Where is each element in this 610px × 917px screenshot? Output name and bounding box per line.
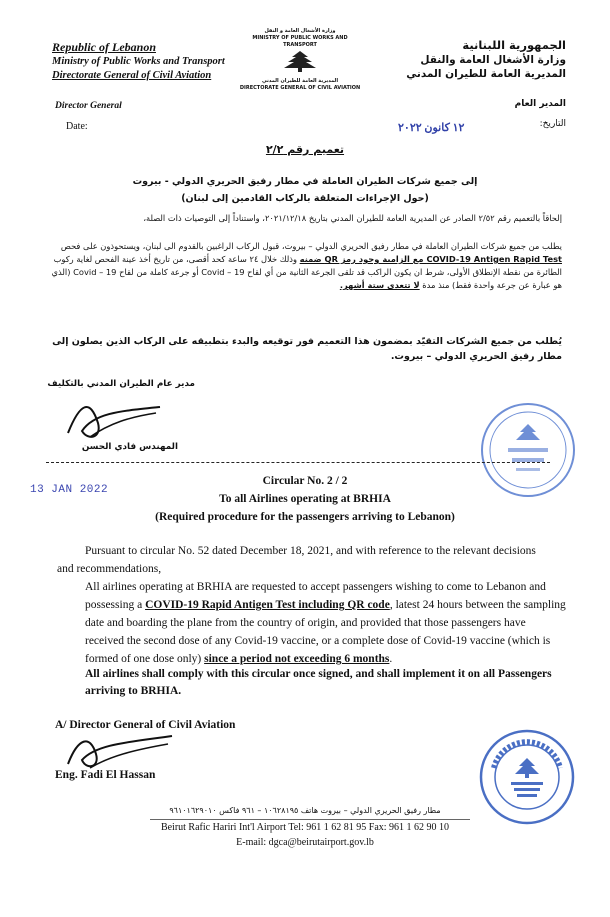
paragraph-en-2-end: .: [389, 653, 393, 665]
paragraph-en-2: [57, 578, 567, 668]
signature-ar-icon: [60, 393, 170, 445]
signature-name-en: Eng. Fadi El Hassan: [55, 769, 156, 781]
signature-en-icon: [60, 728, 180, 774]
paragraph-ar-2-a: يطلب من جميع شركات الطيران العاملة في مطار رفيق الحريري الدولي – بيروت، قبول الركاب الراغبين بالقدوم الى لبنان، ويستحوذون على فحص: [60, 241, 562, 251]
footer-arabic: مطار رفيق الحريري الدولي – بيروت هاتف ١٠٦٢٨١٩٥ – ٩٦١ فاكس ٩٦١٠١٦٢٩٠١٠: [169, 806, 441, 815]
subject-en: (Required procedure for the passengers arriving to Lebanon): [155, 511, 455, 523]
header-ar-line2: وزارة الأشغال العامة والنقل: [420, 53, 566, 66]
header-ar-line3: المديرية العامة للطيران المدني: [406, 68, 566, 80]
logo-ar-top: وزارة الأشغال العامة و النقل: [264, 28, 336, 34]
signature-title-ar: مدير عام الطيران المدني بالتكليف: [47, 379, 195, 389]
paragraph-ar-2: [42, 240, 562, 292]
circular-number-en: Circular No. 2 / 2: [262, 475, 348, 487]
header-en-line2: Ministry of Public Works and Transport: [52, 55, 225, 67]
paragraph-en-2-bold2: since a period not exceeding 6 months: [204, 653, 390, 665]
paragraph-ar-1: إلحاقاً بالتعميم رقم ٢/٥٢ الصادر عن المديرية العامة للطيران المدني بتاريخ ٢٠٢١/١٢/١٨، واستناداً إلى التوصيات ذات الصلة،: [143, 213, 562, 223]
logo-en-bottom: DIRECTORATE GENERAL OF CIVIL AVIATION: [239, 85, 361, 91]
paragraph-ar-2-bold2: لا تتعدى ستة أشهر.: [339, 280, 420, 290]
director-general-label-en: Director General: [55, 101, 122, 111]
received-date-stamp: 13 JAN 2022: [30, 484, 109, 496]
signature-name-ar: المهندس فادي الحسن: [81, 442, 178, 452]
addressee-en: To all Airlines operating at BRHIA: [219, 493, 391, 505]
paragraph-en-2-a: All airlines operating at BRHIA are requested to accept passengers wishing to come to Lebanon and possessing a: [85, 581, 546, 611]
date-stamp-ar: ١٢ كانون ٢٠٢٢: [398, 122, 465, 134]
paragraph-en-2-b: , latest 24 hours between the sampling date and boarding the plane from the country of origin, and provided that those passengers have received the second dose of any Covid-19 vaccine, or a complete dose of Covid-19 vaccine (which is formed of one dose only): [85, 599, 566, 665]
logo-ar-bottom: المديرية العامة للطيران المدني: [261, 78, 339, 84]
director-general-label-ar: المدير العام: [514, 99, 566, 109]
date-label-en: Date:: [66, 121, 88, 132]
addressee-ar: إلى جميع شركات الطيران العاملة في مطار رفيق الحريري الدولي - بيروت: [132, 176, 478, 187]
paragraph-en-1: [57, 542, 567, 578]
header-arabic: [406, 38, 566, 82]
paragraph-en-1-b: and recommendations,: [57, 563, 162, 575]
footer-divider: [150, 819, 470, 820]
date-label-ar: التاريخ:: [539, 119, 566, 129]
ministry-logo: [235, 28, 365, 92]
cedar-emblem-icon: [270, 49, 330, 73]
paragraph-ar-2-bold: COVID-19 Antigen Rapid Test مع الزامية وجود رمز QR ضمنه: [299, 254, 562, 264]
paragraph-ar-3: يُطلب من جميع الشركات التقيّد بمضمون هذا التعميم فور توقيعه والبدء بتطبيقه على الركاب الذين يصلون إلى مطار رفيق الحريري الدولي – بيروت.: [52, 336, 562, 362]
paragraph-en-2-bold: COVID-19 Rapid Antigen Test including QR code: [145, 599, 390, 611]
section-divider: [46, 462, 550, 463]
header-en-line3: Directorate General of Civil Aviation: [52, 70, 212, 81]
paragraph-en-2-body: [57, 578, 567, 668]
header-english: [52, 40, 225, 84]
paragraph-en-3-text: All airlines shall comply with this circular once signed, and shall implement it on all Passengers arriving to BRHIA.: [85, 668, 552, 697]
subject-ar: (حول الإجراءات المتعلقة بالركاب القادمين إلى لبنان): [181, 193, 429, 204]
paragraph-en-1-a: Pursuant to circular No. 52 dated December 18, 2021, and with reference to the relevant decisions: [85, 545, 536, 557]
paragraph-en-3: [57, 666, 567, 700]
logo-en-top: MINISTRY OF PUBLIC WORKS AND TRANSPORT: [252, 35, 348, 48]
signature-title-en: A/ Director General of Civil Aviation: [55, 719, 236, 731]
paragraph-ar-2-b: وذلك خلال ٢٤ ساعة كحد أقصى، من تاريخ أخذ عينة الفحص لغاية ركوب الطائرة من نقطة الإنطلاق الأولى، شرط ان يكون الراكب قد تلقى الجرعة الثانية من أي لقاح Covid – 19 أو جرعة كاملة من لقاح Covid – 19 (الذي هو عبارة عن جرعة واحدة فقط) منذ مدة: [51, 254, 562, 290]
header-ar-line1: الجمهورية اللبنانية: [462, 38, 566, 52]
circular-number-ar: تعميم رقم ٢/٢: [265, 143, 345, 156]
footer-address: Beirut Rafic Hariri Int'l Airport Tel: 961 1 62 81 95 Fax: 961 1 62 90 10: [160, 822, 450, 833]
footer-email: E-mail: dgca@beirutairport.gov.lb: [236, 837, 374, 848]
header-en-line1: Republic of Lebanon: [52, 40, 156, 54]
